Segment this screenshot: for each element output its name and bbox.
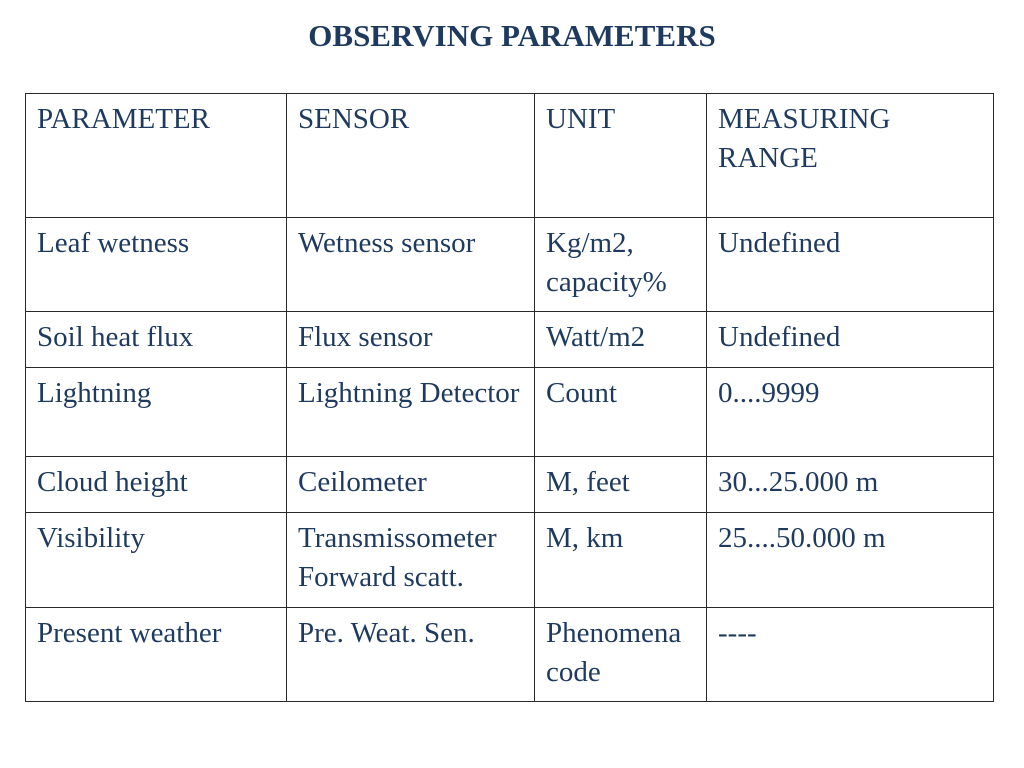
header-parameter-label: PARAMETER [37,103,210,135]
cell-parameter [26,608,287,702]
cell-unit [535,218,707,312]
cell-parameter-text: Visibility [37,522,145,554]
cell-range-text: ---- [718,617,757,649]
header-unit [535,94,707,218]
table-row [26,368,994,457]
header-sensor-label: SENSOR [298,103,410,135]
cell-sensor [287,608,535,702]
cell-range [707,368,994,457]
cell-unit [535,608,707,702]
cell-parameter [26,368,287,457]
cell-parameter-text: Lightning [37,377,152,409]
cell-sensor-text: Flux sensor [298,321,433,353]
header-sensor [287,94,535,218]
cell-range [707,312,994,368]
cell-unit [535,312,707,368]
cell-range-text: Undefined [718,321,841,353]
cell-range-text: 30...25.000 m [718,466,879,498]
cell-unit-text: Watt/m2 [546,321,646,353]
cell-unit-text: M, feet [546,466,630,498]
table-row [26,513,994,608]
cell-unit-text: Count [546,377,617,409]
cell-unit-text: M, km [546,522,624,554]
cell-unit-text: Kg/m2, capacity% [546,227,667,298]
cell-parameter [26,312,287,368]
cell-range [707,218,994,312]
parameters-table [25,93,994,702]
header-parameter [26,94,287,218]
page-title: OBSERVING PARAMETERS [308,18,716,53]
cell-unit [535,513,707,608]
cell-parameter [26,513,287,608]
cell-sensor-text: Lightning Detector [298,377,520,409]
table-header-row [26,94,994,218]
table-row [26,457,994,513]
cell-sensor [287,457,535,513]
cell-sensor [287,513,535,608]
cell-sensor [287,312,535,368]
cell-range-text: Undefined [718,227,841,259]
cell-sensor [287,218,535,312]
header-measuring-range-label: MEASURING RANGE [718,103,891,174]
cell-sensor-text: Wetness sensor [298,227,476,259]
cell-sensor [287,368,535,457]
cell-parameter-text: Leaf wetness [37,227,190,259]
cell-parameter [26,218,287,312]
cell-sensor-text: Transmissometer Forward scatt. [298,522,497,593]
cell-range-text: 0....9999 [718,377,820,409]
cell-range [707,457,994,513]
cell-parameter-text: Present weather [37,617,222,649]
cell-unit [535,368,707,457]
table-row [26,608,994,702]
cell-unit [535,457,707,513]
cell-sensor-text: Ceilometer [298,466,427,498]
cell-range [707,513,994,608]
table-row [26,312,994,368]
cell-parameter [26,457,287,513]
cell-sensor-text: Pre. Weat. Sen. [298,617,475,649]
table-row [26,218,994,312]
cell-unit-text: Phenomena code [546,617,682,688]
cell-parameter-text: Cloud height [37,466,188,498]
header-measuring-range [707,94,994,218]
cell-parameter-text: Soil heat flux [37,321,194,353]
header-unit-label: UNIT [546,103,616,135]
cell-range [707,608,994,702]
cell-range-text: 25....50.000 m [718,522,886,554]
